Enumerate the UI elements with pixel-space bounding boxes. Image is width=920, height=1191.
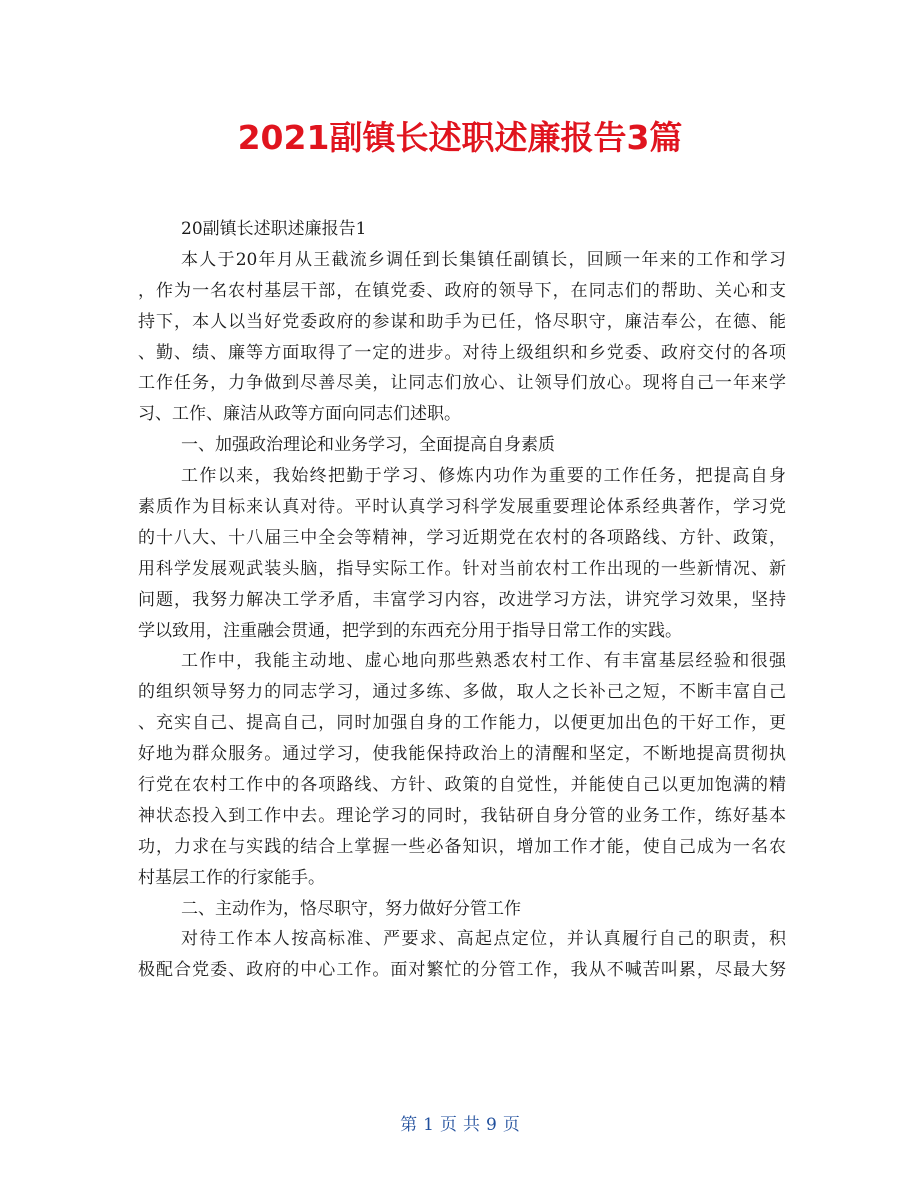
text-line: 工作中，我能主动地、虚心地向那些熟悉农村工作、有丰富基层经验和很强 bbox=[181, 651, 786, 672]
text-line: 极配合党委、政府的中心工作。面对繁忙的分管工作，我从不喊苦叫累，尽最大努 bbox=[138, 960, 786, 981]
text-line: 村基层工作的行家能手。 bbox=[138, 867, 325, 888]
footer-current-page: 1 bbox=[423, 1115, 434, 1135]
text-line: 问题，我努力解决工学矛盾，丰富学习内容，改进学习方法，讲究学习效果，坚持 bbox=[138, 589, 786, 610]
text-line: 工作任务，力争做到尽善尽美，让同志们放心、让领导们放心。现将自己一年来学 bbox=[138, 373, 786, 394]
text-line: 持下，本人以当好党委政府的参谋和助手为已任，恪尽职守，廉洁奉公，在德、能 bbox=[138, 311, 786, 332]
text-line: 用科学发展观武装头脑，指导实际工作。针对当前农村工作出现的一些新情况、新 bbox=[138, 558, 786, 579]
text-line: 的组织领导努力的同志学习，通过多练、多做，取人之长补己之短，不断丰富自己 bbox=[138, 682, 786, 703]
text-line: 行党在农村工作中的各项路线、方针、政策的自觉性，并能使自己以更加饱满的精 bbox=[138, 775, 786, 796]
page-footer bbox=[0, 1113, 920, 1137]
footer-label-gong: 共 bbox=[463, 1115, 480, 1135]
text-line: 素质作为目标来认真对待。平时认真学习科学发展重要理论体系经典著作，学习党 bbox=[138, 497, 786, 518]
footer-label-ye: 页 bbox=[440, 1115, 457, 1135]
text-line: 的十八大、十八届三中全会等精神，学习近期党在农村的各项路线、方针、政策， bbox=[138, 527, 786, 548]
text-line: 二、主动作为，恪尽职守，努力做好分管工作 bbox=[181, 898, 521, 919]
text-line: 对待工作本人按高标准、严要求、高起点定位，并认真履行自己的职责，积 bbox=[181, 929, 786, 950]
footer-label-ye-2: 页 bbox=[502, 1115, 520, 1135]
text-line: 神状态投入到工作中去。理论学习的同时，我钻研自身分管的业务工作，练好基本 bbox=[138, 805, 786, 826]
text-line: ，作为一名农村基层干部，在镇党委、政府的领导下，在同志们的帮助、关心和支 bbox=[138, 280, 786, 301]
text-line: 、充实自己、提高自己，同时加强自身的工作能力，以便更加出色的干好工作，更 bbox=[138, 713, 786, 734]
text-line: 工作以来，我始终把勤于学习、修炼内功作为重要的工作任务，把提高自身 bbox=[181, 466, 786, 487]
footer-total-pages: 9 bbox=[486, 1115, 497, 1135]
footer-label-di: 第 bbox=[400, 1115, 418, 1135]
document-title: 2021副镇长述职述廉报告3篇 bbox=[237, 118, 683, 157]
text-line: 、勤、绩、廉等方面取得了一定的进步。对待上级组织和乡党委、政府交付的各项 bbox=[138, 342, 786, 363]
text-line: 本人于20年月从王截流乡调任到长集镇任副镇长，回顾一年来的工作和学习 bbox=[181, 249, 786, 270]
text-line: 20副镇长述职述廉报告1 bbox=[181, 219, 367, 239]
text-line: 好地为群众服务。通过学习，使我能保持政治上的清醒和坚定，不断地提高贯彻执 bbox=[138, 744, 786, 765]
document-body bbox=[138, 214, 786, 986]
text-line: 功，力求在与实践的结合上掌握一些必备知识，增加工作才能，使自己成为一名农 bbox=[138, 836, 786, 857]
text-line: 一、加强政治理论和业务学习，全面提高自身素质 bbox=[181, 435, 555, 456]
text-line: 学以致用，注重融会贯通，把学到的东西充分用于指导日常工作的实践。 bbox=[138, 620, 682, 641]
text-line: 习、工作、廉洁从政等方面向同志们述职。 bbox=[138, 404, 461, 425]
